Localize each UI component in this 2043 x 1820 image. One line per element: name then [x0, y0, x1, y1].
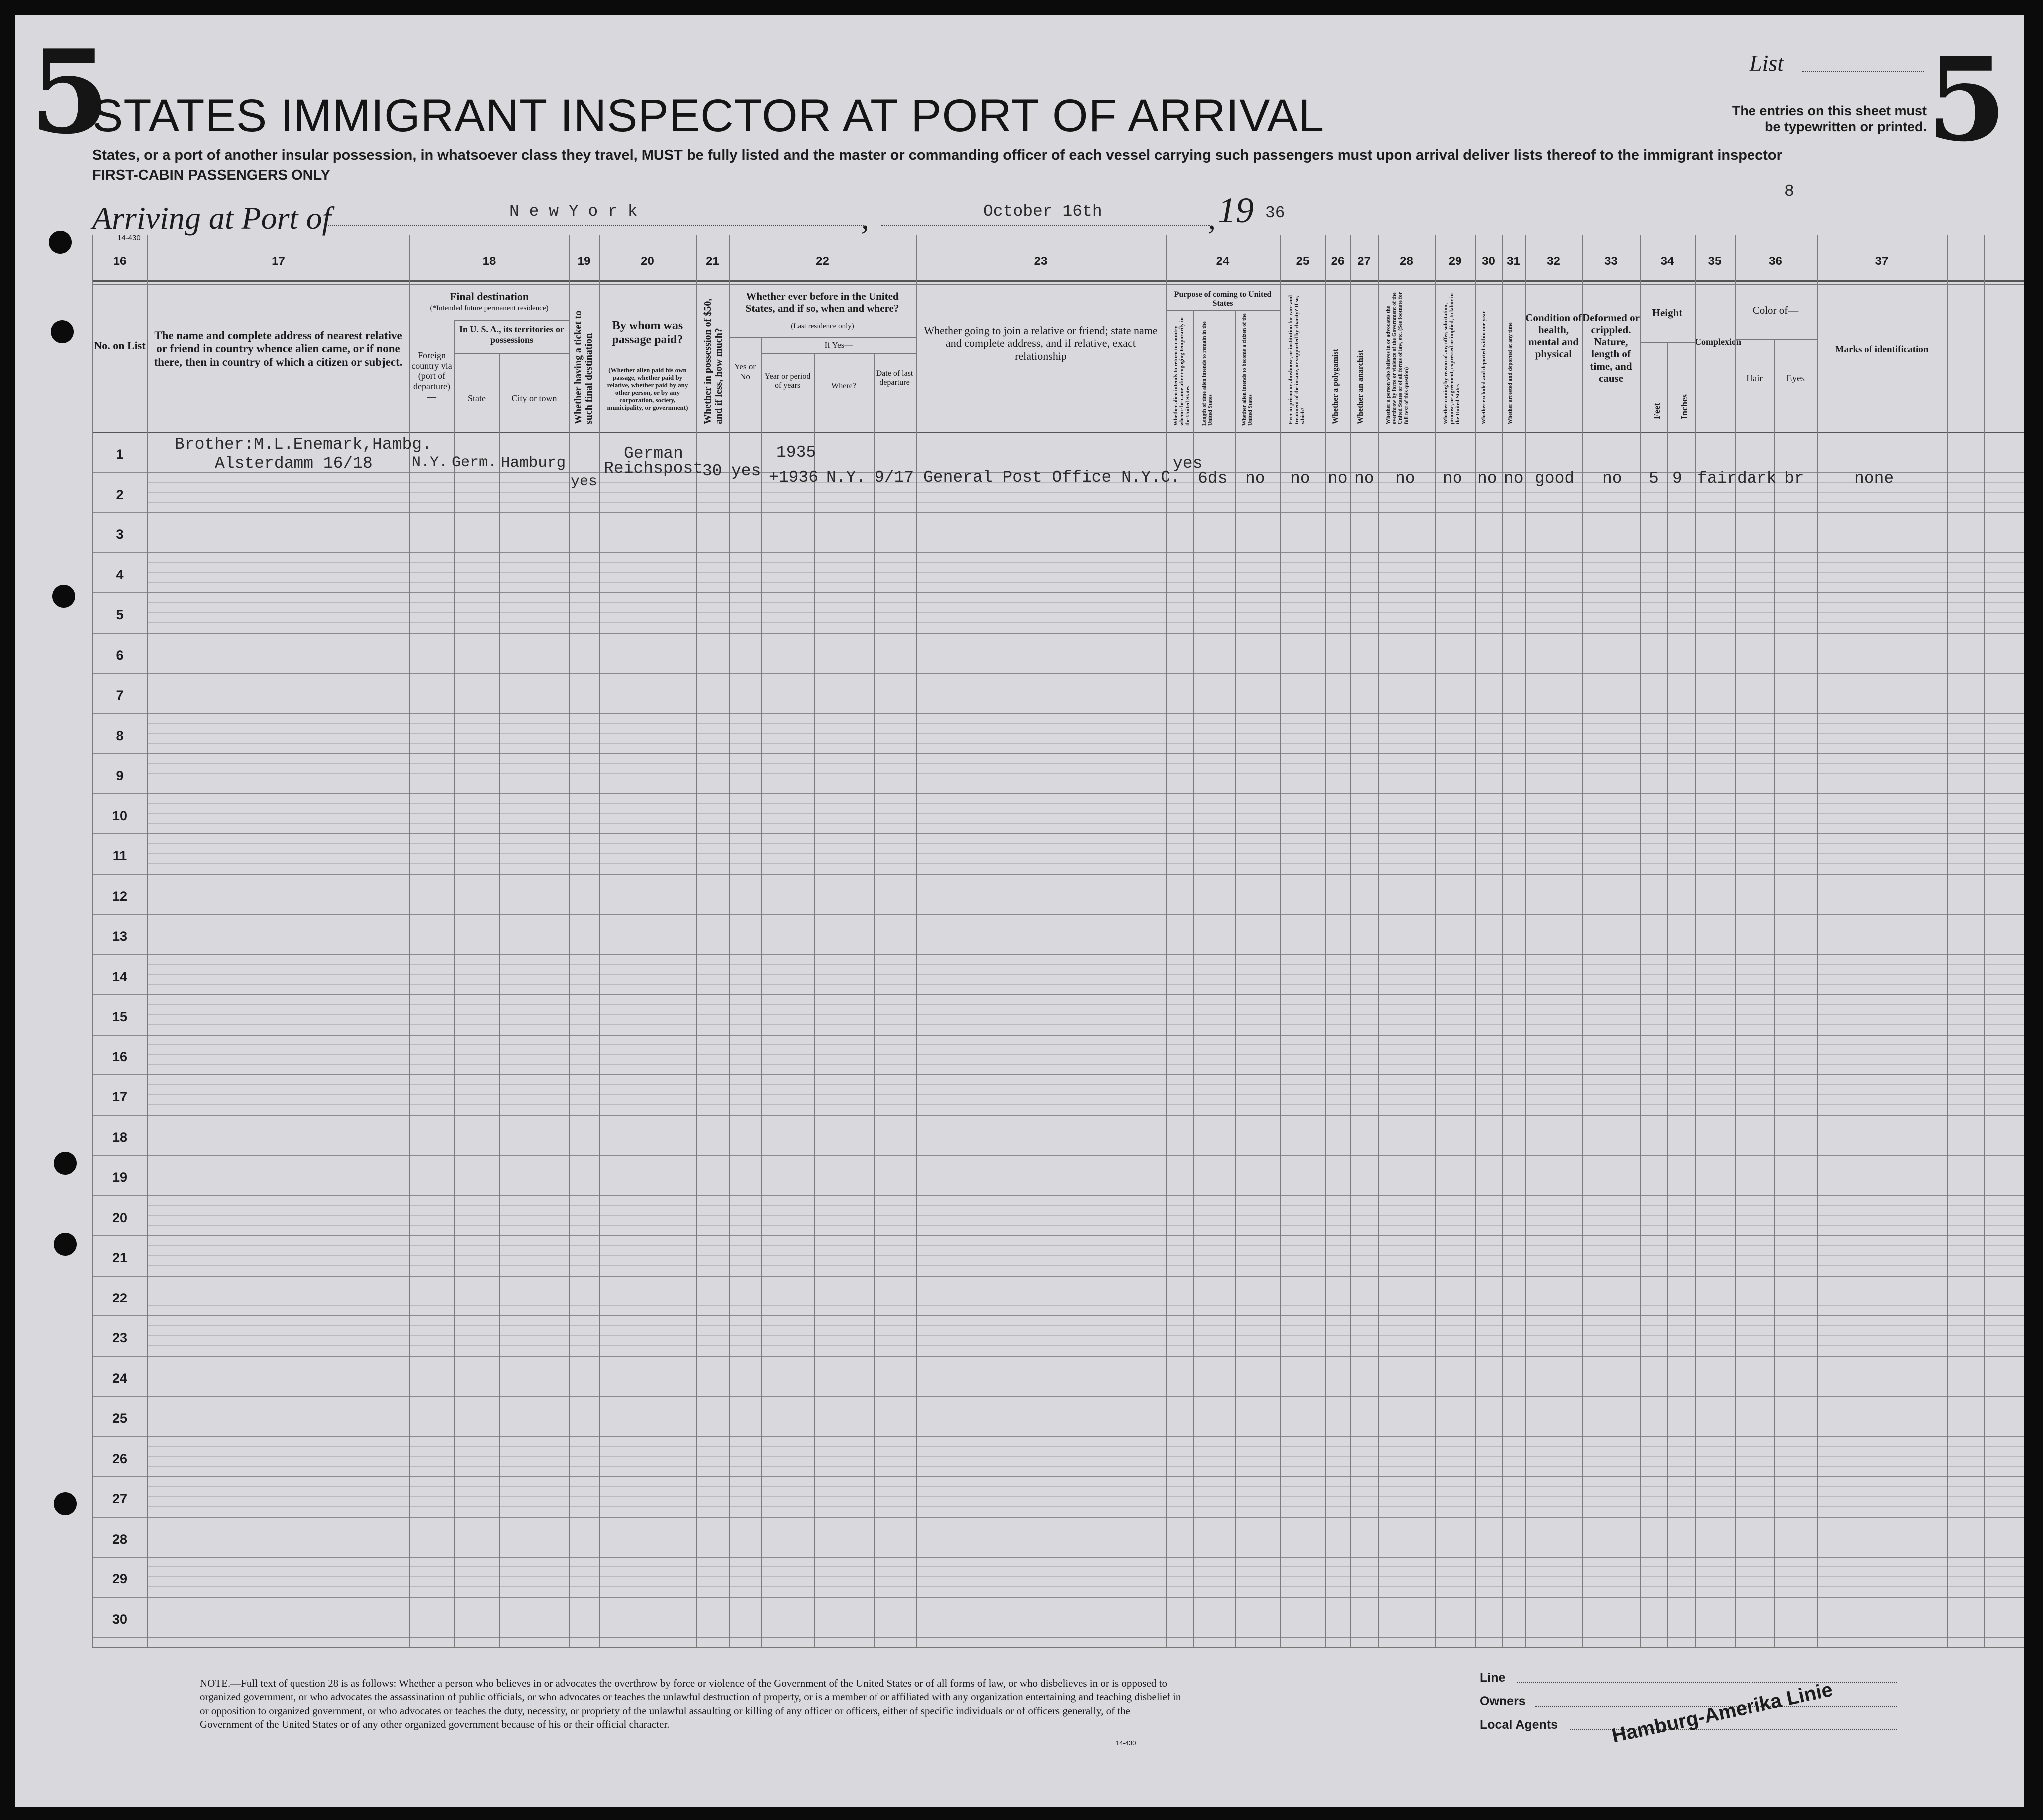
- col-num-28: 28: [1400, 255, 1413, 268]
- header-year: Year or period of years: [764, 372, 811, 390]
- col-num-35: 35: [1708, 255, 1722, 268]
- entry-complexion: fair: [1697, 469, 1737, 488]
- arriving-label: Arriving at Port of: [92, 200, 331, 236]
- minor-rule: [147, 803, 2024, 804]
- entry-where: N.Y.: [826, 468, 866, 487]
- minor-rule: [147, 1345, 2024, 1346]
- form-title: STATES IMMIGRANT INSPECTOR AT PORT OF ARRIVAL: [92, 90, 1325, 141]
- entry-ticket: yes: [571, 473, 598, 490]
- entries-note-2: be typewritten or printed.: [1764, 119, 1927, 134]
- row-number: 13: [112, 929, 128, 944]
- header-passage-paid: By whom was passage paid?: [612, 319, 683, 346]
- col-divider: [1640, 235, 1641, 1647]
- header-nearest-relative: The name and complete address of nearest relative or friend in country whence alien came, or if none there, then in country of which a citizen or subject.: [154, 329, 403, 368]
- col-num-31: 31: [1507, 255, 1520, 268]
- header-state: State: [468, 393, 486, 403]
- subheader-rule: [729, 337, 916, 338]
- minor-rule: [147, 1084, 2024, 1085]
- entry-labor: no: [1443, 469, 1462, 488]
- minor-rule: [147, 1265, 2024, 1266]
- header-feet: Feet: [1652, 403, 1662, 419]
- row-number: 5: [116, 607, 124, 623]
- minor-rule: [147, 1094, 2024, 1095]
- minor-rule: [147, 1215, 2024, 1216]
- minor-rule: [147, 1014, 2024, 1015]
- row-number: 23: [112, 1330, 128, 1346]
- line-field: [1517, 1682, 1897, 1683]
- header-color: Color of—: [1752, 304, 1799, 316]
- row-number: 27: [112, 1491, 128, 1507]
- row-number: 22: [112, 1290, 128, 1305]
- col-divider: [874, 353, 875, 1647]
- col-divider: [569, 235, 570, 1647]
- minor-rule: [147, 733, 2024, 734]
- col-divider: [1193, 310, 1194, 1647]
- header-labor: Whether coming by reason of any offer, solicitation, promise, or agreement, expressed or implied, to labor in the United States: [1443, 293, 1461, 424]
- row-number: 26: [112, 1451, 128, 1466]
- col-num-36: 36: [1769, 255, 1782, 268]
- minor-rule: [147, 984, 2024, 985]
- entry-anarchist: no: [1354, 469, 1374, 488]
- minor-rule: [147, 1335, 2024, 1336]
- form-code-bottom: 14-430: [1116, 1739, 1136, 1747]
- row-number: 14: [112, 969, 128, 984]
- header-no-on-list: No. on List: [94, 339, 146, 352]
- instruction-text: States, or a port of another insular possession, in whatsoever class they travel, MUST be fully listed and the master or commanding officer of each vessel carrying such passengers must upon arrival deliver lists thereof to the immigrant inspector: [92, 147, 1782, 163]
- header-purpose-citizen: Whether alien intends to become a citizen of the United States: [1241, 313, 1254, 426]
- entry-arrested: no: [1504, 469, 1524, 488]
- minor-rule: [147, 562, 2024, 563]
- subheader-rule: [1166, 310, 1280, 311]
- minor-rule: [147, 723, 2024, 724]
- col-divider: [1817, 235, 1818, 1647]
- year-prefix: 19: [1218, 190, 1254, 230]
- header-complexion: Complexion: [1695, 337, 1742, 347]
- class-label: FIRST-CABIN PASSENGERS ONLY: [92, 167, 330, 183]
- col-divider: [1280, 235, 1281, 1647]
- minor-rule: [147, 964, 2024, 965]
- entry-paid-by-2: Reichspost: [604, 459, 703, 478]
- col-divider: [1502, 235, 1503, 1647]
- row-number: 17: [112, 1089, 128, 1105]
- entry-inches: 9: [1672, 469, 1682, 488]
- minor-rule: [147, 1446, 2024, 1447]
- row-number: 24: [112, 1370, 128, 1386]
- header-in-usa: In U. S. A., its territories or possessions: [459, 324, 564, 345]
- punch-hole: [51, 320, 74, 343]
- minor-rule: [147, 1305, 2024, 1306]
- col-num-26: 26: [1331, 255, 1345, 268]
- col-num-23: 23: [1034, 255, 1048, 268]
- col-divider: [729, 235, 730, 1647]
- minor-rule: [147, 823, 2024, 824]
- minor-rule: [147, 1576, 2024, 1577]
- entry-joining: General Post Office N.Y.C.: [923, 468, 1180, 487]
- minor-rule: [147, 843, 2024, 844]
- list-number-field: [1802, 71, 1924, 72]
- entry-purpose-return: yes: [1173, 454, 1203, 473]
- col-divider: [1235, 310, 1236, 1647]
- date-field-line: [881, 225, 1210, 226]
- minor-rule: [147, 1225, 2024, 1226]
- col-num-20: 20: [641, 255, 654, 268]
- header-health: Condition of health, mental and physical: [1525, 312, 1582, 360]
- minor-rule: [147, 1004, 2024, 1005]
- minor-rule: [147, 572, 2024, 573]
- col-divider: [454, 320, 455, 1647]
- col-num-29: 29: [1448, 255, 1462, 268]
- date-value: October 16th: [983, 202, 1102, 221]
- col-num-33: 33: [1604, 255, 1618, 268]
- col-num-19: 19: [577, 255, 591, 268]
- col-divider: [1947, 235, 1948, 1647]
- header-arrested: Whether arrested and deported at any time: [1507, 322, 1513, 424]
- subheader-rule: [454, 320, 569, 321]
- col-divider: [814, 353, 815, 1647]
- col-num-22: 22: [816, 255, 829, 268]
- minor-rule: [147, 582, 2024, 583]
- col-divider: [1984, 235, 1985, 1647]
- header-prison: Ever in prison or almshouse, or institution for care and treatment of the insane, or supported by charity? If so, which?: [1288, 295, 1306, 424]
- header-foreign-country: Foreign country via (port of departure)—: [411, 350, 452, 402]
- entry-citizen: no: [1245, 469, 1265, 488]
- minor-rule: [147, 1255, 2024, 1256]
- header-excluded: Whether excluded and deported within one year: [1481, 311, 1487, 424]
- minor-rule: [147, 612, 2024, 613]
- row-number: 20: [112, 1210, 128, 1225]
- header-height: Height: [1652, 307, 1683, 319]
- subheader-rule: [761, 353, 916, 354]
- col-divider: [92, 235, 93, 1647]
- entry-departure: 9/17: [875, 468, 914, 487]
- entry-years-2: +1936: [769, 468, 819, 487]
- header-yes-no: Yes or No: [734, 362, 756, 381]
- minor-rule: [147, 622, 2024, 623]
- col-divider: [1166, 235, 1167, 1647]
- header-eyes: Eyes: [1786, 373, 1805, 384]
- minor-rule: [147, 853, 2024, 854]
- minor-rule: [147, 1456, 2024, 1457]
- col-divider: [1695, 235, 1696, 1647]
- minor-rule: [147, 863, 2024, 864]
- sheet-number-right: 5: [1927, 32, 2007, 167]
- row-number: 30: [112, 1611, 128, 1627]
- header-passage-paid-note: (Whether alien paid his own passage, whether paid by relative, whether paid by any other person, or by any corporation, society, municipality, or government): [607, 366, 688, 411]
- minor-rule: [147, 1486, 2024, 1487]
- row-number: 4: [116, 567, 124, 582]
- entry-money: 30: [702, 462, 722, 480]
- subheader-rule: [454, 353, 569, 354]
- page-mark: 8: [1784, 182, 1794, 201]
- header-marks: Marks of identification: [1835, 344, 1929, 355]
- line-label: Line: [1480, 1671, 1506, 1685]
- entry-length: 6ds: [1198, 469, 1228, 488]
- footer-rule: [92, 1647, 2024, 1648]
- entry-before-in-us: yes: [731, 462, 761, 480]
- minor-rule: [147, 1506, 2024, 1507]
- col-divider: [1667, 342, 1668, 1647]
- port-field-line: [324, 225, 864, 226]
- minor-rule: [147, 763, 2024, 764]
- header-purpose-length: Length of time alien intends to remain in the United States: [1201, 321, 1214, 426]
- col-num-34: 34: [1660, 255, 1674, 268]
- entry-years-1: 1935: [776, 443, 816, 462]
- header-joining: Whether going to join a relative or friend; state name and complete address, and if relative, exact relationship: [924, 324, 1158, 362]
- row-number: 25: [112, 1411, 128, 1426]
- col-num-25: 25: [1296, 255, 1310, 268]
- minor-rule: [147, 602, 2024, 603]
- entry-polygamist: no: [1328, 469, 1348, 488]
- manifest-sheet: [15, 15, 2024, 1807]
- entry-city: Hamburg: [501, 454, 566, 472]
- footnote-q28: NOTE.—Full text of question 28 is as follows: Whether a person who believes in or advocates the overthrow by force or violence of the Government of the United States or of all forms of law, or who disbelieves in or is opposed to organized government, or who advocates the assassination of public officials, or who advocates or teaches the unlawful destruction of property, or is a member of or affiliated with any organization entertaining and teaching disbelief in or opposition to organized government, or who advocates or teaches the duty, necessity, or propriety of the unlawful assaulting or killing of any officer or officers, either of specific individuals or of officers generally, of the Government of the United States or of any other organized government because of his or their official character.: [200, 1677, 1181, 1730]
- row-number: 1: [116, 447, 124, 462]
- col-num-27: 27: [1357, 255, 1371, 268]
- row-number: 2: [116, 487, 124, 502]
- row-number: 7: [116, 688, 124, 703]
- minor-rule: [147, 1586, 2024, 1587]
- col-divider: [599, 235, 600, 1647]
- row-number: 10: [112, 808, 128, 823]
- entry-foreign-country: N.Y.: [412, 454, 448, 471]
- minor-rule: [147, 1024, 2024, 1025]
- entry-prison: no: [1290, 469, 1310, 488]
- row-number: 19: [112, 1170, 128, 1185]
- entry-relative-line1: Brother:M.L.Enemark,Hambg.: [175, 435, 432, 454]
- manifest-table: [92, 235, 2024, 1647]
- col-num-16: 16: [113, 255, 127, 268]
- header-hair: Hair: [1746, 373, 1763, 384]
- entry-relative-line2: Alsterdamm 16/18: [215, 454, 373, 473]
- entry-paid-by-1: German: [624, 444, 683, 463]
- entries-note-1: The entries on this sheet must: [1732, 103, 1927, 118]
- col-divider: [1774, 339, 1775, 1647]
- header-date-departure: Date of last departure: [876, 369, 913, 387]
- header-final-destination: Final destination: [449, 290, 529, 303]
- col-divider: [1435, 235, 1436, 1647]
- minor-rule: [147, 1496, 2024, 1497]
- row-number: 3: [116, 527, 124, 542]
- entry-health: good: [1535, 469, 1575, 488]
- header-purpose-return: Whether alien intends to return to country whence he came after engaging temporarily in the United States: [1173, 317, 1191, 426]
- header-final-destination-note: (*Intended future permanent residence): [430, 304, 549, 312]
- minor-rule: [147, 773, 2024, 774]
- row-number: 11: [112, 848, 127, 864]
- row-number: 16: [112, 1049, 128, 1064]
- entry-eyes: br: [1784, 469, 1804, 488]
- entry-hair: dark: [1737, 469, 1777, 488]
- owners-label: Owners: [1480, 1694, 1526, 1708]
- row-number: 8: [116, 728, 124, 743]
- punch-hole: [54, 1233, 77, 1256]
- minor-rule: [147, 502, 2024, 503]
- col-divider: [1350, 235, 1351, 1647]
- port-value: N e w Y o r k: [509, 202, 638, 221]
- col-divider: [761, 337, 762, 1647]
- minor-rule: [147, 813, 2024, 814]
- col-num-32: 32: [1547, 255, 1560, 268]
- subheader-rule: [1735, 339, 1817, 340]
- header-before-note: (Last residence only): [791, 322, 854, 330]
- col-divider: [1735, 235, 1736, 1647]
- header-q28: Whether a person who believes in or advocates the overthrow by force or violence of the Government of the United States or of all forms of law, etc. (See footnote for full text of this question): [1385, 292, 1410, 424]
- header-fifty-dollars: Whether in possession of $50, and if less, how much?: [702, 298, 724, 424]
- col-divider: [1582, 235, 1583, 1647]
- header-deformed: Deformed or crippled. Nature, length of time, and cause: [1582, 312, 1640, 384]
- year-suffix: 36: [1265, 204, 1285, 222]
- minor-rule: [147, 492, 2024, 493]
- local-agents-label: Local Agents: [1480, 1718, 1558, 1732]
- row-number: 28: [112, 1531, 128, 1547]
- header-where: Where?: [831, 382, 856, 390]
- row-number: 18: [112, 1129, 128, 1145]
- col-num-18: 18: [482, 255, 496, 268]
- minor-rule: [147, 1566, 2024, 1567]
- entry-deformed: no: [1602, 469, 1622, 488]
- col-num-17: 17: [272, 255, 285, 268]
- punch-hole: [49, 231, 72, 254]
- entry-excluded: no: [1477, 469, 1497, 488]
- col-num-21: 21: [706, 255, 719, 268]
- col-num-37: 37: [1875, 255, 1889, 268]
- header-polygamist: Whether a polygamist: [1331, 349, 1340, 424]
- col-divider: [696, 235, 697, 1647]
- punch-hole: [54, 1492, 77, 1515]
- col-num-30: 30: [1482, 255, 1495, 268]
- minor-rule: [147, 1064, 2024, 1065]
- entry-state: Germ.: [452, 454, 497, 471]
- entry-marks: none: [1854, 469, 1894, 488]
- punch-hole: [54, 1152, 77, 1175]
- col-divider: [1475, 235, 1476, 1647]
- minor-rule: [147, 1054, 2024, 1055]
- row-number: 6: [116, 647, 124, 663]
- line-stamp: Hamburg-Amerika Linie: [1610, 1678, 1835, 1747]
- minor-rule: [147, 1104, 2024, 1105]
- comma-2: ,: [1208, 200, 1216, 236]
- header-anarchist: Whether an anarchist: [1356, 350, 1365, 424]
- minor-rule: [147, 1325, 2024, 1326]
- minor-rule: [147, 1205, 2024, 1206]
- col-divider: [916, 235, 917, 1647]
- row-number: 12: [112, 888, 128, 904]
- header-if-yes: If Yes—: [824, 340, 853, 350]
- sheet-number-left: 5: [30, 25, 110, 160]
- col-divider: [147, 235, 148, 1647]
- col-divider: [499, 353, 500, 1647]
- minor-rule: [147, 1245, 2024, 1246]
- row-number: 15: [112, 1009, 128, 1025]
- col-divider: [1325, 235, 1326, 1647]
- entry-q28: no: [1395, 469, 1415, 488]
- comma: ,: [861, 200, 869, 236]
- row-number: 21: [112, 1250, 128, 1266]
- list-label: List: [1750, 50, 1784, 76]
- header-before-in-us: Whether ever before in the United States, and if so, when and where?: [745, 290, 899, 315]
- header-inches: Inches: [1679, 394, 1689, 419]
- header-city: City or town: [511, 393, 557, 403]
- row-number: 9: [116, 768, 124, 783]
- punch-hole: [52, 585, 75, 608]
- form-code-top: 14-430: [117, 234, 141, 242]
- minor-rule: [147, 974, 2024, 975]
- col-divider: [1525, 235, 1526, 1647]
- col-num-24: 24: [1216, 255, 1230, 268]
- minor-rule: [147, 1466, 2024, 1467]
- entry-feet: 5: [1649, 469, 1659, 488]
- row-number: 29: [112, 1571, 128, 1587]
- header-purpose: Purpose of coming to United States: [1174, 290, 1272, 308]
- col-divider: [1378, 235, 1379, 1647]
- minor-rule: [147, 743, 2024, 744]
- header-ticket: Whether having a ticket to such final destination: [573, 310, 594, 424]
- minor-rule: [147, 1044, 2024, 1045]
